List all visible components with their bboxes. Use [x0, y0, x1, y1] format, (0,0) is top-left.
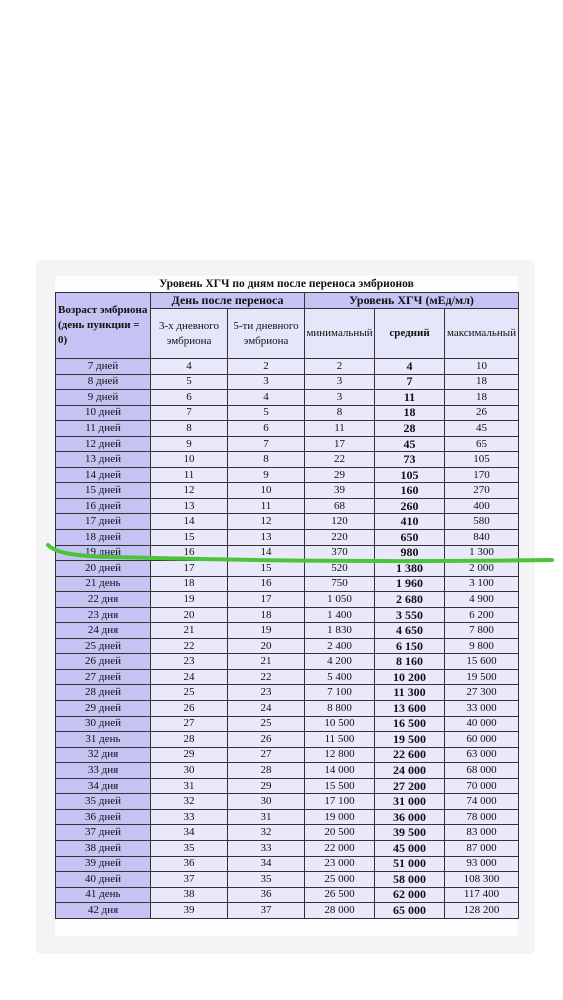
cell-min: 26 500: [305, 887, 375, 903]
cell-min: 22 000: [305, 840, 375, 856]
cell-avg: 31 000: [375, 794, 445, 810]
cell-day5: 28: [228, 763, 305, 779]
cell-avg: 1 380: [375, 561, 445, 577]
cell-min: 2: [305, 359, 375, 375]
table-row: [56, 701, 519, 717]
cell-min: 29: [305, 467, 375, 483]
cell-max: 10: [445, 359, 519, 375]
cell-min: 8 800: [305, 701, 375, 717]
table-row: [56, 840, 519, 856]
cell-age: 18 дней: [56, 530, 151, 546]
cell-day5: 36: [228, 887, 305, 903]
cell-day3: 24: [151, 669, 228, 685]
cell-age: 11 дней: [56, 421, 151, 437]
cell-min: 120: [305, 514, 375, 530]
cell-day5: 26: [228, 732, 305, 748]
cell-min: 11: [305, 421, 375, 437]
cell-min: 2 400: [305, 638, 375, 654]
cell-min: 12 800: [305, 747, 375, 763]
cell-age: 19 дней: [56, 545, 151, 561]
table-row: [56, 778, 519, 794]
cell-day3: 16: [151, 545, 228, 561]
cell-max: 7 800: [445, 623, 519, 639]
cell-age: 41 день: [56, 887, 151, 903]
cell-avg: 6 150: [375, 638, 445, 654]
cell-day5: 25: [228, 716, 305, 732]
cell-day3: 10: [151, 452, 228, 468]
table-row: [56, 436, 519, 452]
cell-day5: 23: [228, 685, 305, 701]
cell-day3: 26: [151, 701, 228, 717]
cell-day5: 29: [228, 778, 305, 794]
cell-day5: 34: [228, 856, 305, 872]
cell-avg: 260: [375, 498, 445, 514]
cell-avg: 45 000: [375, 840, 445, 856]
cell-day3: 7: [151, 405, 228, 421]
cell-avg: 160: [375, 483, 445, 499]
cell-day3: 9: [151, 436, 228, 452]
cell-avg: 65 000: [375, 903, 445, 919]
table-row: [56, 498, 519, 514]
cell-age: 15 дней: [56, 483, 151, 499]
table-row: [56, 530, 519, 546]
table-row: [56, 872, 519, 888]
cell-max: 18: [445, 374, 519, 390]
table-row: [56, 607, 519, 623]
cell-max: 78 000: [445, 809, 519, 825]
cell-max: 19 500: [445, 669, 519, 685]
cell-max: 270: [445, 483, 519, 499]
hcg-table: [55, 292, 519, 919]
cell-min: 7 100: [305, 685, 375, 701]
table-row: [56, 669, 519, 685]
cell-day3: 34: [151, 825, 228, 841]
cell-day5: 35: [228, 872, 305, 888]
cell-max: 87 000: [445, 840, 519, 856]
cell-avg: 45: [375, 436, 445, 452]
cell-max: 9 800: [445, 638, 519, 654]
cell-min: 8: [305, 405, 375, 421]
cell-min: 3: [305, 374, 375, 390]
cell-max: 83 000: [445, 825, 519, 841]
cell-avg: 410: [375, 514, 445, 530]
cell-day3: 29: [151, 747, 228, 763]
cell-day5: 37: [228, 903, 305, 919]
cell-min: 17 100: [305, 794, 375, 810]
header-min: минимальный: [305, 309, 375, 359]
cell-min: 220: [305, 530, 375, 546]
cell-min: 68: [305, 498, 375, 514]
cell-day5: 8: [228, 452, 305, 468]
table-row: [56, 763, 519, 779]
cell-day3: 19: [151, 592, 228, 608]
cell-min: 28 000: [305, 903, 375, 919]
cell-age: 16 дней: [56, 498, 151, 514]
table-row: [56, 545, 519, 561]
cell-day5: 32: [228, 825, 305, 841]
cell-age: 31 день: [56, 732, 151, 748]
table-row: [56, 576, 519, 592]
cell-min: 750: [305, 576, 375, 592]
cell-avg: 2 680: [375, 592, 445, 608]
cell-min: 11 500: [305, 732, 375, 748]
cell-day3: 38: [151, 887, 228, 903]
cell-max: 15 600: [445, 654, 519, 670]
cell-day5: 5: [228, 405, 305, 421]
cell-min: 1 400: [305, 607, 375, 623]
cell-day3: 30: [151, 763, 228, 779]
cell-avg: 1 960: [375, 576, 445, 592]
cell-age: 8 дней: [56, 374, 151, 390]
cell-min: 4 200: [305, 654, 375, 670]
cell-day5: 7: [228, 436, 305, 452]
cell-age: 28 дней: [56, 685, 151, 701]
cell-min: 17: [305, 436, 375, 452]
cell-max: 580: [445, 514, 519, 530]
header-transfer-day-group: День после переноса: [151, 293, 305, 309]
cell-day5: 19: [228, 623, 305, 639]
cell-age: 42 дня: [56, 903, 151, 919]
cell-min: 5 400: [305, 669, 375, 685]
cell-day3: 17: [151, 561, 228, 577]
cell-age: 14 дней: [56, 467, 151, 483]
cell-age: 13 дней: [56, 452, 151, 468]
cell-avg: 650: [375, 530, 445, 546]
cell-max: 108 300: [445, 872, 519, 888]
cell-day5: 16: [228, 576, 305, 592]
cell-min: 25 000: [305, 872, 375, 888]
cell-day3: 4: [151, 359, 228, 375]
table-row: [56, 654, 519, 670]
cell-min: 19 000: [305, 809, 375, 825]
cell-day5: 27: [228, 747, 305, 763]
cell-day3: 35: [151, 840, 228, 856]
cell-day5: 24: [228, 701, 305, 717]
cell-age: 9 дней: [56, 390, 151, 406]
cell-max: 74 000: [445, 794, 519, 810]
cell-avg: 27 200: [375, 778, 445, 794]
cell-day5: 21: [228, 654, 305, 670]
cell-age: 17 дней: [56, 514, 151, 530]
cell-min: 1 830: [305, 623, 375, 639]
cell-min: 23 000: [305, 856, 375, 872]
cell-day3: 32: [151, 794, 228, 810]
cell-avg: 11 300: [375, 685, 445, 701]
cell-day3: 27: [151, 716, 228, 732]
cell-day5: 13: [228, 530, 305, 546]
cell-age: 7 дней: [56, 359, 151, 375]
cell-age: 21 день: [56, 576, 151, 592]
cell-day5: 2: [228, 359, 305, 375]
cell-max: 60 000: [445, 732, 519, 748]
table-row: [56, 685, 519, 701]
cell-max: 18: [445, 390, 519, 406]
cell-min: 520: [305, 561, 375, 577]
cell-avg: 58 000: [375, 872, 445, 888]
cell-age: 40 дней: [56, 872, 151, 888]
header-age: Возраст эмбриона (день пункции = 0): [56, 293, 151, 359]
cell-min: 1 050: [305, 592, 375, 608]
cell-avg: 11: [375, 390, 445, 406]
cell-avg: 24 000: [375, 763, 445, 779]
cell-day5: 6: [228, 421, 305, 437]
cell-day5: 20: [228, 638, 305, 654]
table-row: [56, 452, 519, 468]
header-hcg-group: Уровень ХГЧ (мЕд/мл): [305, 293, 519, 309]
cell-day3: 31: [151, 778, 228, 794]
table-row: [56, 467, 519, 483]
cell-max: 33 000: [445, 701, 519, 717]
table-row: [56, 483, 519, 499]
cell-day5: 9: [228, 467, 305, 483]
cell-day3: 36: [151, 856, 228, 872]
cell-day3: 14: [151, 514, 228, 530]
table-row: [56, 592, 519, 608]
cell-avg: 73: [375, 452, 445, 468]
table-row: [56, 747, 519, 763]
cell-max: 70 000: [445, 778, 519, 794]
cell-day3: 8: [151, 421, 228, 437]
cell-min: 22: [305, 452, 375, 468]
cell-max: 105: [445, 452, 519, 468]
table-row: [56, 825, 519, 841]
cell-avg: 39 500: [375, 825, 445, 841]
cell-day3: 33: [151, 809, 228, 825]
cell-day3: 15: [151, 530, 228, 546]
cell-age: 26 дней: [56, 654, 151, 670]
document-sheet: [55, 276, 518, 936]
cell-max: 6 200: [445, 607, 519, 623]
cell-avg: 18: [375, 405, 445, 421]
cell-day3: 37: [151, 872, 228, 888]
cell-max: 1 300: [445, 545, 519, 561]
cell-avg: 105: [375, 467, 445, 483]
table-row: [56, 716, 519, 732]
cell-day3: 5: [151, 374, 228, 390]
cell-avg: 13 600: [375, 701, 445, 717]
table-row: [56, 809, 519, 825]
cell-min: 3: [305, 390, 375, 406]
cell-age: 33 дня: [56, 763, 151, 779]
cell-age: 35 дней: [56, 794, 151, 810]
cell-min: 10 500: [305, 716, 375, 732]
cell-max: 3 100: [445, 576, 519, 592]
cell-age: 36 дней: [56, 809, 151, 825]
cell-age: 27 дней: [56, 669, 151, 685]
cell-age: 23 дня: [56, 607, 151, 623]
table-body: [56, 359, 519, 919]
cell-max: 128 200: [445, 903, 519, 919]
table-row: [56, 856, 519, 872]
cell-avg: 22 600: [375, 747, 445, 763]
cell-day5: 15: [228, 561, 305, 577]
cell-age: 10 дней: [56, 405, 151, 421]
cell-avg: 51 000: [375, 856, 445, 872]
table-row: [56, 887, 519, 903]
cell-max: 93 000: [445, 856, 519, 872]
table-row: [56, 359, 519, 375]
cell-avg: 10 200: [375, 669, 445, 685]
cell-day5: 4: [228, 390, 305, 406]
cell-day5: 3: [228, 374, 305, 390]
cell-min: 20 500: [305, 825, 375, 841]
cell-day5: 33: [228, 840, 305, 856]
cell-age: 22 дня: [56, 592, 151, 608]
cell-day3: 6: [151, 390, 228, 406]
cell-age: 29 дней: [56, 701, 151, 717]
cell-age: 20 дней: [56, 561, 151, 577]
table-row: [56, 638, 519, 654]
cell-day3: 25: [151, 685, 228, 701]
cell-age: 30 дней: [56, 716, 151, 732]
cell-day3: 18: [151, 576, 228, 592]
table-row: [56, 623, 519, 639]
cell-max: 45: [445, 421, 519, 437]
cell-age: 37 дней: [56, 825, 151, 841]
table-row: [56, 732, 519, 748]
cell-day5: 22: [228, 669, 305, 685]
header-row-groups: [56, 293, 519, 309]
cell-age: 38 дней: [56, 840, 151, 856]
cell-age: 25 дней: [56, 638, 151, 654]
cell-avg: 36 000: [375, 809, 445, 825]
cell-max: 117 400: [445, 887, 519, 903]
cell-age: 24 дня: [56, 623, 151, 639]
cell-avg: 62 000: [375, 887, 445, 903]
cell-avg: 980: [375, 545, 445, 561]
header-max: максимальный: [445, 309, 519, 359]
table-row: [56, 514, 519, 530]
cell-day3: 28: [151, 732, 228, 748]
cell-day3: 11: [151, 467, 228, 483]
cell-avg: 16 500: [375, 716, 445, 732]
table-row: [56, 405, 519, 421]
cell-min: 14 000: [305, 763, 375, 779]
cell-avg: 19 500: [375, 732, 445, 748]
header-day5: 5-ти дневного эмбриона: [228, 309, 305, 359]
cell-avg: 28: [375, 421, 445, 437]
table-row: [56, 794, 519, 810]
cell-max: 40 000: [445, 716, 519, 732]
cell-max: 400: [445, 498, 519, 514]
cell-day5: 14: [228, 545, 305, 561]
cell-day3: 12: [151, 483, 228, 499]
cell-day5: 12: [228, 514, 305, 530]
cell-day3: 13: [151, 498, 228, 514]
table-row: [56, 390, 519, 406]
table-row: [56, 374, 519, 390]
cell-day3: 23: [151, 654, 228, 670]
cell-avg: 3 550: [375, 607, 445, 623]
cell-avg: 4: [375, 359, 445, 375]
cell-max: 27 300: [445, 685, 519, 701]
header-avg: средний: [375, 309, 445, 359]
cell-max: 2 000: [445, 561, 519, 577]
cell-max: 65: [445, 436, 519, 452]
cell-day5: 11: [228, 498, 305, 514]
table-row: [56, 421, 519, 437]
cell-age: 32 дня: [56, 747, 151, 763]
document-photo: [38, 262, 533, 952]
cell-min: 370: [305, 545, 375, 561]
cell-day3: 21: [151, 623, 228, 639]
cell-day5: 18: [228, 607, 305, 623]
table-title: Уровень ХГЧ по дням после переноса эмбрионов: [159, 278, 414, 290]
cell-max: 68 000: [445, 763, 519, 779]
cell-day3: 20: [151, 607, 228, 623]
cell-max: 63 000: [445, 747, 519, 763]
cell-min: 39: [305, 483, 375, 499]
cell-max: 840: [445, 530, 519, 546]
cell-avg: 7: [375, 374, 445, 390]
cell-day5: 31: [228, 809, 305, 825]
cell-min: 15 500: [305, 778, 375, 794]
cell-age: 34 дня: [56, 778, 151, 794]
cell-avg: 4 650: [375, 623, 445, 639]
cell-max: 26: [445, 405, 519, 421]
table-row: [56, 561, 519, 577]
cell-day5: 30: [228, 794, 305, 810]
cell-day5: 10: [228, 483, 305, 499]
cell-day3: 39: [151, 903, 228, 919]
cell-max: 170: [445, 467, 519, 483]
cell-age: 39 дней: [56, 856, 151, 872]
cell-day3: 22: [151, 638, 228, 654]
cell-avg: 8 160: [375, 654, 445, 670]
cell-max: 4 900: [445, 592, 519, 608]
cell-age: 12 дней: [56, 436, 151, 452]
table-row: [56, 903, 519, 919]
header-day3: 3-х дневного эмбриона: [151, 309, 228, 359]
cell-day5: 17: [228, 592, 305, 608]
